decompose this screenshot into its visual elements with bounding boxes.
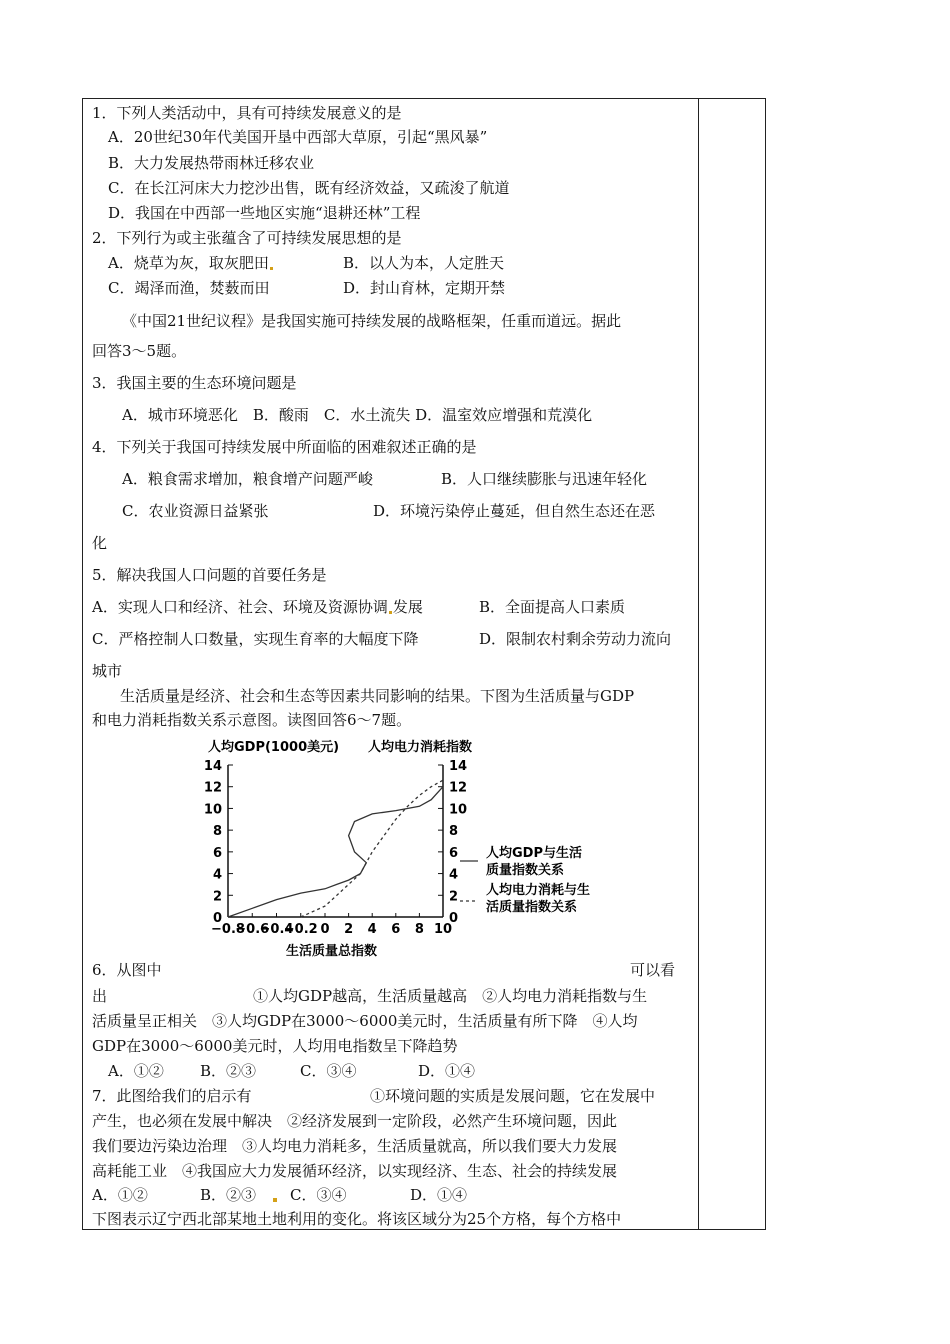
stray-dot-mark	[270, 267, 273, 270]
intro-3-5-line2: 回答3～5题。	[92, 342, 187, 360]
chart-legend-gdp-label-1: 人均GDP与生活	[486, 846, 582, 861]
q5-option-a	[92, 597, 423, 617]
chart-y-tick-label-left: 0	[212, 911, 222, 926]
q6-stem-line4: GDP在3000～6000美元时，人均用电指数呈下降趋势	[92, 1037, 458, 1055]
q6-option-a: A．①②	[108, 1062, 164, 1080]
q6-stem-line3: 活质量呈正相关 ③人均GDP在3000～6000美元时，生活质量有所下降 ④人均	[92, 1012, 638, 1030]
q1-option-b: B．大力发展热带雨林迁移农业	[108, 154, 315, 172]
q7-stem-line2: 产生，也必须在发展中解决 ②经济发展到一定阶段，必然产生环境问题，因此	[92, 1112, 618, 1130]
chart-legend-gdp-label-2: 质量指数关系	[486, 863, 565, 878]
chart-x-tick-label: −0.8	[211, 922, 245, 937]
q1-stem: 1．下列人类活动中，具有可持续发展意义的是	[92, 104, 402, 122]
q5-option-c: C．严格控制人口数量，实现生育率的大幅度下降	[92, 630, 419, 648]
q2-option-a-text: A．烧草为灰，取灰肥田	[108, 254, 269, 272]
chart-title-left: 人均GDP(1000美元)	[208, 740, 340, 755]
gdp-power-quality-chart	[198, 737, 618, 962]
chart-legend-power-label-2: 活质量指数关系	[486, 900, 578, 915]
q7-stem-line4: 高耗能工业 ④我国应大力发展循环经济，以实现经济、生态、社会的持续发展	[92, 1162, 618, 1180]
chart-y-tick-label-left: 2	[212, 889, 222, 905]
q5-option-a-text-end: 发展	[392, 598, 423, 616]
q4-option-d: D．环境污染停止蔓延，但自然生态还在恶	[373, 502, 656, 520]
chart-y-tick-label-right: 10	[449, 802, 468, 818]
q1-option-a	[108, 127, 487, 147]
q7-option-b-text: B．②③	[200, 1186, 257, 1204]
q5-option-d-continued: 城市	[92, 662, 123, 680]
q2-option-b: B．以人为本，人定胜天	[343, 254, 505, 272]
q4-option-b: B．人口继续膨胀与迅速年轻化	[441, 470, 648, 488]
chart-title-right: 人均电力消耗指数	[368, 740, 473, 755]
q4-option-a: A．粮食需求增加，粮食增产问题严峻	[122, 470, 373, 488]
chart-y-tick-label-right: 14	[449, 759, 468, 774]
q6-option-d: D．①④	[418, 1062, 476, 1080]
chart-x-tick-label: −0.4	[259, 922, 294, 937]
q1-option-a-text: A．20世纪30年代美国开垦中西部大草原，引起“黑风暴”	[108, 128, 488, 146]
stray-dot-mark	[389, 611, 392, 614]
q5-option-b: B．全面提高人口素质	[479, 598, 626, 616]
q3-stem: 3．我国主要的生态环境问题是	[92, 374, 297, 392]
q5-option-d: D．限制农村剩余劳动力流向	[479, 630, 672, 648]
chart-y-tick-label-right: 4	[449, 867, 459, 883]
stray-dot-mark	[272, 1185, 278, 1205]
chart-y-tick-label-right: 2	[449, 889, 459, 905]
q6-stem-line1-right: 可以看	[630, 961, 676, 979]
chart-x-tick-label: 6	[391, 922, 401, 937]
q5-stem: 5．解决我国人口问题的首要任务是	[92, 566, 327, 584]
q2-option-a	[108, 253, 274, 273]
chart-x-axis-label: 生活质量总指数	[286, 944, 378, 959]
q1-option-d: D．我国在中西部一些地区实施“退耕还林”工程	[108, 204, 421, 222]
q6-option-b: B．②③	[200, 1062, 257, 1080]
stray-dot-mark	[273, 1198, 277, 1202]
q4-option-d-continued: 化	[92, 534, 108, 552]
q1-option-c: C．在长江河床大力挖沙出售，既有经济效益，又疏浚了航道	[108, 179, 510, 197]
table-column-divider	[698, 98, 699, 1230]
intro-3-5-line1: 《中国21世纪议程》是我国实施可持续发展的战略框架，任重而道远。据此	[122, 312, 622, 330]
chart-x-tick-label: −0.2	[283, 922, 318, 937]
q4-option-c: C．农业资源日益紧张	[122, 502, 269, 520]
chart-y-tick-label-left: 8	[212, 824, 222, 840]
intro-6-7-line1: 生活质量是经济、社会和生态等因素共同影响的结果。下图为生活质量与GDP	[120, 687, 635, 705]
q2-option-c: C．竭泽而渔，焚薮而田	[108, 279, 270, 297]
q6-stem-line1-left: 6．从图中	[92, 961, 162, 979]
q7-option-d: D．①④	[410, 1186, 468, 1204]
chart-y-tick-label-left: 14	[203, 759, 222, 774]
chart-y-tick-label-right: 8	[449, 824, 459, 840]
q6-stem-line2-right: ①人均GDP越高，生活质量越高 ②人均电力消耗指数与生	[253, 987, 648, 1005]
q2-option-d: D．封山育林，定期开禁	[343, 279, 506, 297]
chart-y-tick-label-left: 4	[212, 867, 222, 883]
intro-6-7-line2: 和电力消耗指数关系示意图。读图回答6～7题。	[92, 711, 412, 729]
chart-y-tick-label-right: 6	[449, 845, 459, 861]
q7-stem-line1-right: ①环境问题的实质是发展问题，它在发展中	[370, 1087, 656, 1105]
chart-series-power-line	[301, 780, 443, 917]
chart-y-tick-label-left: 6	[212, 845, 222, 861]
chart-y-tick-label-right: 0	[449, 911, 459, 926]
q7-stem-line3: 我们要边污染边治理 ③人均电力消耗多，生活质量就高，所以我们要大力发展	[92, 1137, 618, 1155]
q5-option-a-text: A．实现人口和经济、社会、环境及资源协调	[92, 598, 388, 616]
chart-x-tick-label: 4	[367, 922, 377, 937]
chart-y-tick-label-right: 12	[449, 780, 468, 796]
chart-x-tick-label: 2	[344, 922, 354, 937]
chart-series-gdp-line	[228, 787, 443, 917]
chart-x-tick-label: −0.6	[235, 922, 270, 937]
chart-y-tick-label-left: 12	[203, 780, 222, 796]
next-section-intro: 下图表示辽宁西北部某地土地利用的变化。将该区域分为25个方格，每个方格中	[92, 1210, 622, 1228]
q6-stem-line2-left: 出	[92, 987, 108, 1005]
chart-x-tick-label: 8	[414, 922, 424, 937]
q7-option-c: C．③④	[290, 1186, 347, 1204]
chart-x-tick-label: 0	[320, 922, 330, 937]
q4-stem: 4．下列关于我国可持续发展中所面临的困难叙述正确的是	[92, 438, 477, 456]
chart-svg	[198, 737, 618, 962]
chart-plot-area	[204, 759, 590, 937]
chart-legend-power-label-1: 人均电力消耗与生	[486, 883, 591, 898]
chart-y-tick-label-left: 10	[203, 802, 222, 818]
q7-stem-line1-left: 7．此图给我们的启示有	[92, 1087, 252, 1105]
chart-x-tick-label: 10	[433, 922, 453, 937]
q7-option-a: A．①②	[92, 1186, 148, 1204]
q3-options: A．城市环境恶化 B．酸雨 C．水土流失 D．温室效应增强和荒漠化	[122, 406, 593, 424]
q6-option-c: C．③④	[300, 1062, 357, 1080]
q2-stem: 2．下列行为或主张蕴含了可持续发展思想的是	[92, 229, 402, 247]
q7-option-b	[200, 1185, 256, 1205]
